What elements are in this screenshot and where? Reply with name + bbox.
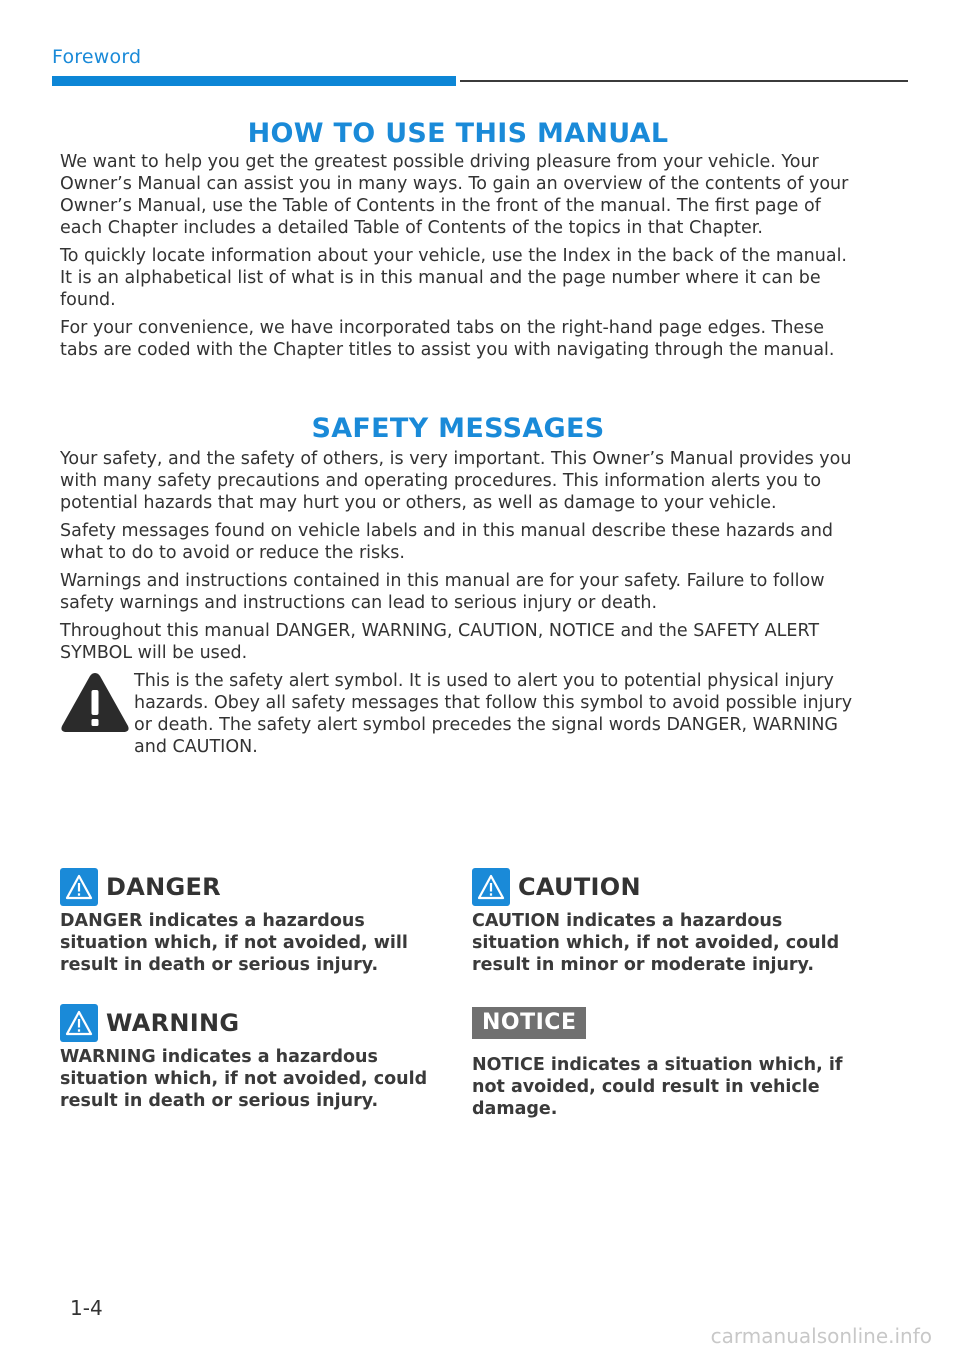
howto-paragraph: We want to help you get the greatest possible driving pleasure from your vehicle. Your Owner’s Manual can assist you in many ways. To gain an overview of the contents of your Owner’s Manual, use the Table of Contents in the front of the manual. The first page of each Chapter includes a detailed Table of Contents of the topics in that Chapter. <box>60 152 849 238</box>
notice-badge: NOTICE <box>472 1007 586 1039</box>
signal-word-warning: WARNING <box>106 1009 240 1037</box>
safety-paragraph: Throughout this manual DANGER, WARNING, CAUTION, NOTICE and the SAFETY ALERT SYMBOL will be used. <box>60 621 820 663</box>
signal-notice <box>472 1002 856 1120</box>
exclamation-triangle-icon <box>60 868 98 906</box>
section-title-safety-messages: SAFETY MESSAGES <box>311 413 605 444</box>
signal-column-left <box>60 866 430 1146</box>
header-rule-accent <box>52 76 456 86</box>
watermark: carmanualsonline.info <box>710 1324 932 1348</box>
signal-danger <box>60 866 430 976</box>
safety-alert-text: This is the safety alert symbol. It is used to alert you to potential physical injury hazards. Obey all safety messages that follow this symbol to avoid possible injury or death. The safety alert symbol precedes the signal words DANGER, WARNING and CAUTION. <box>134 671 853 757</box>
signal-warning <box>60 1002 430 1112</box>
safety-alert-block <box>60 670 856 758</box>
signal-description-caution: CAUTION indicates a hazardous situation which, if not avoided, could result in minor or moderate injury. <box>472 911 840 975</box>
howto-paragraph: For your convenience, we have incorporated tabs on the right-hand page edges. These tabs are coded with the Chapter titles to assist you with navigating through the manual. <box>60 318 835 360</box>
page-number: 1-4 <box>70 1296 103 1320</box>
signal-column-right <box>472 866 856 1146</box>
exclamation-triangle-icon <box>472 868 510 906</box>
running-head: Foreword <box>52 46 142 68</box>
howto-paragraph: To quickly locate information about your vehicle, use the Index in the back of the manual. It is an alphabetical list of what is in this manual and the page number where it can be found. <box>60 246 847 310</box>
signal-word-danger: DANGER <box>106 873 221 901</box>
signal-description-warning: WARNING indicates a hazardous situation which, if not avoided, could result in death or serious injury. <box>60 1047 428 1111</box>
safety-paragraph: Warnings and instructions contained in this manual are for your safety. Failure to follow safety warnings and instructions can lead to serious injury or death. <box>60 571 825 613</box>
main-content <box>60 118 856 758</box>
header-rule-thin <box>460 80 908 82</box>
signal-words-grid <box>60 866 856 1146</box>
signal-word-caution: CAUTION <box>518 873 641 901</box>
exclamation-triangle-icon <box>60 1004 98 1042</box>
safety-paragraph: Your safety, and the safety of others, is very important. This Owner’s Manual provides you with many safety precautions and operating procedures. This information alerts you to potential hazards that may hurt you or others, as well as damage to your vehicle. <box>60 449 852 513</box>
warning-triangle-icon <box>60 670 130 736</box>
signal-caution <box>472 866 856 976</box>
section-title-how-to-use: HOW TO USE THIS MANUAL <box>247 118 669 149</box>
signal-description-danger: DANGER indicates a hazardous situation which, if not avoided, will result in death or serious injury. <box>60 911 408 975</box>
safety-paragraph: Safety messages found on vehicle labels and in this manual describe these hazards and what to do to avoid or reduce the risks. <box>60 521 834 563</box>
signal-description-notice: NOTICE indicates a situation which, if not avoided, could result in vehicle damage. <box>472 1055 843 1119</box>
